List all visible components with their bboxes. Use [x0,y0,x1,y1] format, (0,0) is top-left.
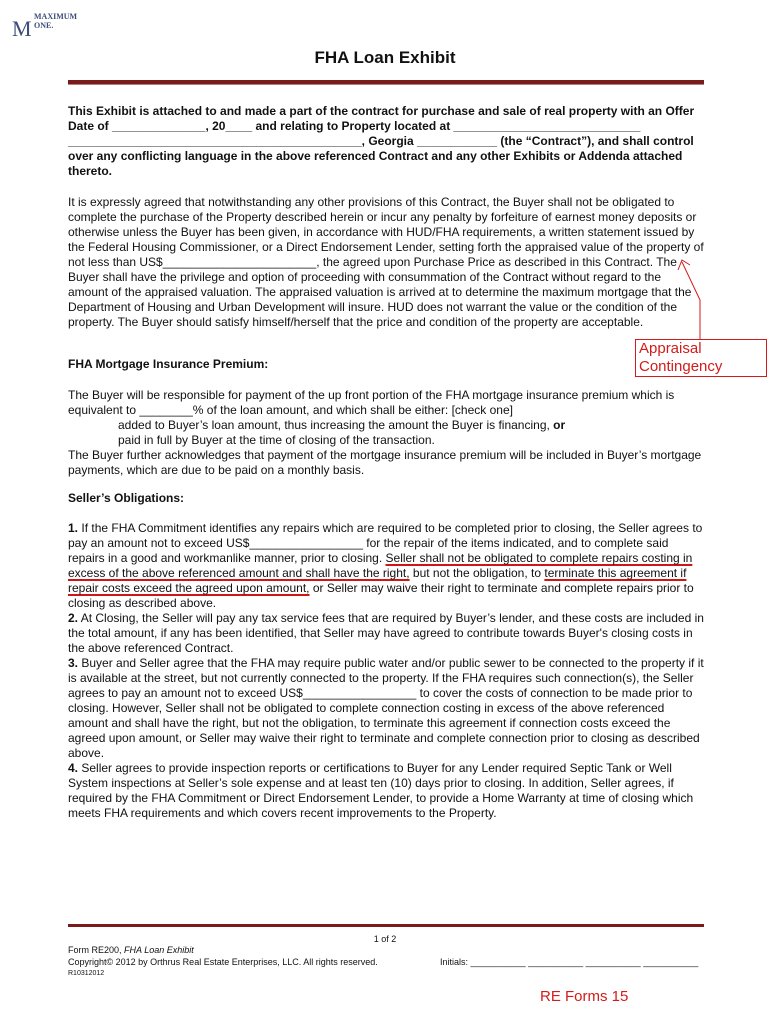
maximum-one-logo [12,12,78,41]
obligation-3-text: Buyer and Seller agree that the FHA may require public water and/or public sewer to be connected to the property if it is available at the street, but not currently connected to the property. If the FHA requires such connection(s), the Seller agrees to pay an amount not to exceed US$_________________ to cover the costs of connection to be made prior to closing. However, Seller shall not be obligated to complete connection costing in excess of the above referenced amount and shall have the right, but not the obligation, to terminate this agreement if connection costs exceed the agreed upon amount, or Seller may waive their right to terminate and complete connection prior to closing as described above. [68,656,704,760]
logo-text [34,12,77,30]
mip-option-or: or [553,418,566,432]
mip-option-paid-label: paid in full by Buyer at the time of closing of the transaction. [118,433,435,447]
obligation-1-text-b: but not the obligation, to [412,566,542,580]
mip-option-financed [68,418,704,433]
appraisal-contingency-annotation [635,339,767,377]
obligation-1 [68,521,704,611]
obligation-1-underlined-1: Seller shall not be obligated to complete repairs costing in excess of the above referenced amount and shall have the right, [68,551,693,580]
form-name [68,945,194,956]
mip-paragraph-2: The Buyer further acknowledges that payment of the mortgage insurance premium will be included in Buyer’s mortgage payments, which are due to be paid on a monthly basis. [68,448,702,477]
header-rule [68,80,704,85]
obligation-1-text-a: If the FHA Commitment identifies any repairs which are required to be completed prior to closing, the Seller agrees to pay an amount not to exceed US$_________________ for the repair of the items indicated, and to complete said repairs in a good and workmanlike manner, prior to closing. [68,521,703,565]
obligation-2 [68,611,704,656]
appraisal-paragraph: It is expressly agreed that notwithstanding any other provisions of this Contract, the Buyer shall not be obligated to complete the purchase of the Property described herein or incur any penalty by forfeiture of earnest money deposits or otherwise unless the Buyer has been given, in accordance with HUD/FHA requirements, a written statement issued by the Federal Housing Commissioner, or a Direct Endorsement Lender, setting forth the appraised value of the property of not less than US$_______________________, the agreed upon Purchase Price as described in this Contract. The Buyer shall have the privilege and option of proceeding with consummation of the Contract without regard to the amount of the appraised valuation. The appraised valuation is arrived at to determine the maximum mortgage that the Department of Housing and Urban Development will insure. HUD does not warrant the value or the condition of the property. The Buyer should satisfy himself/herself that the price and condition of the property are acceptable. [68,195,704,329]
copyright: Copyright© 2012 by Orthrus Real Estate Enterprises, LLC. All rights reserved. [68,957,378,967]
obligation-number: 1. [68,521,79,535]
page-title: FHA Loan Exhibit [314,48,456,67]
seller-obligations-heading: Seller’s Obligations: [68,491,185,505]
initials-field[interactable]: Initials: ___________ ___________ ___________ ___________ [440,957,699,967]
annotation-line-2: Contingency [639,358,723,375]
obligation-number: 2. [68,611,79,625]
form-code: R10312012 [68,970,105,977]
seller-obligations-list [68,521,704,821]
mip-paragraph: The Buyer will be responsible for payment of the up front portion of the FHA mortgage insurance premium which is equivalent to ________% of the loan amount, and which shall be either: [check one] [68,388,675,417]
mip-section [68,388,704,478]
form-title: FHA Loan Exhibit [124,945,194,955]
page-number: 1 of 2 [373,934,397,944]
intro-paragraph: This Exhibit is attached to and made a part of the contract for purchase and sale of real property with an Offer Date of ______________, 20____ and relating to Property located at ____________________________ ____________________________________________, Georgia ____________ (the “Contract”), and shall control over any conflicting language in the above referenced Contract and any other Exhibits or Addenda attached thereto. [68,104,695,178]
obligation-1-text-c: or Seller may waive their right to terminate and complete repairs prior to closing as described above. [68,581,694,610]
obligation-2-text: At Closing, the Seller will pay any tax service fees that are required by Buyer’s lender, and these costs are included in the total amount, if any has been identified, that Seller may have agreed to contribute towards Buyer's closing costs in the above referenced Contract. [68,611,704,655]
obligation-4-text: Seller agrees to provide inspection reports or certifications to Buyer for any Lender required Septic Tank or Well System inspections at Seller’s sole expense and at least ten (10) days prior to closing. In addition, Seller agrees, if required by the FHA Commitment or Direct Endorsement Lender, to provide a Home Warranty at time of closing which meets FHA requirements and which covers recent improvements to the Property. [68,761,694,820]
obligation-3 [68,656,704,761]
obligation-number: 4. [68,761,79,775]
mip-option-paid [68,433,704,448]
mip-heading: FHA Mortgage Insurance Premium: [68,357,269,371]
annotation-line-1: Appraisal [639,340,702,357]
footer-rule [68,924,704,927]
obligation-1-underlined-2: terminate this agreement if repair costs exceed the agreed upon amount, [68,566,687,595]
obligation-number: 3. [68,656,79,670]
logo-text-line1: MAXIMUM [34,12,78,21]
re-forms-stamp: RE Forms 15 [540,988,629,1005]
logo-letter: M [12,16,32,41]
logo-text-line2: ONE. [34,21,54,30]
form-prefix: Form RE200, [68,945,122,955]
mip-option-financed-label: added to Buyer’s loan amount, thus increasing the amount the Buyer is financing, [118,418,550,432]
obligation-4 [68,761,704,821]
